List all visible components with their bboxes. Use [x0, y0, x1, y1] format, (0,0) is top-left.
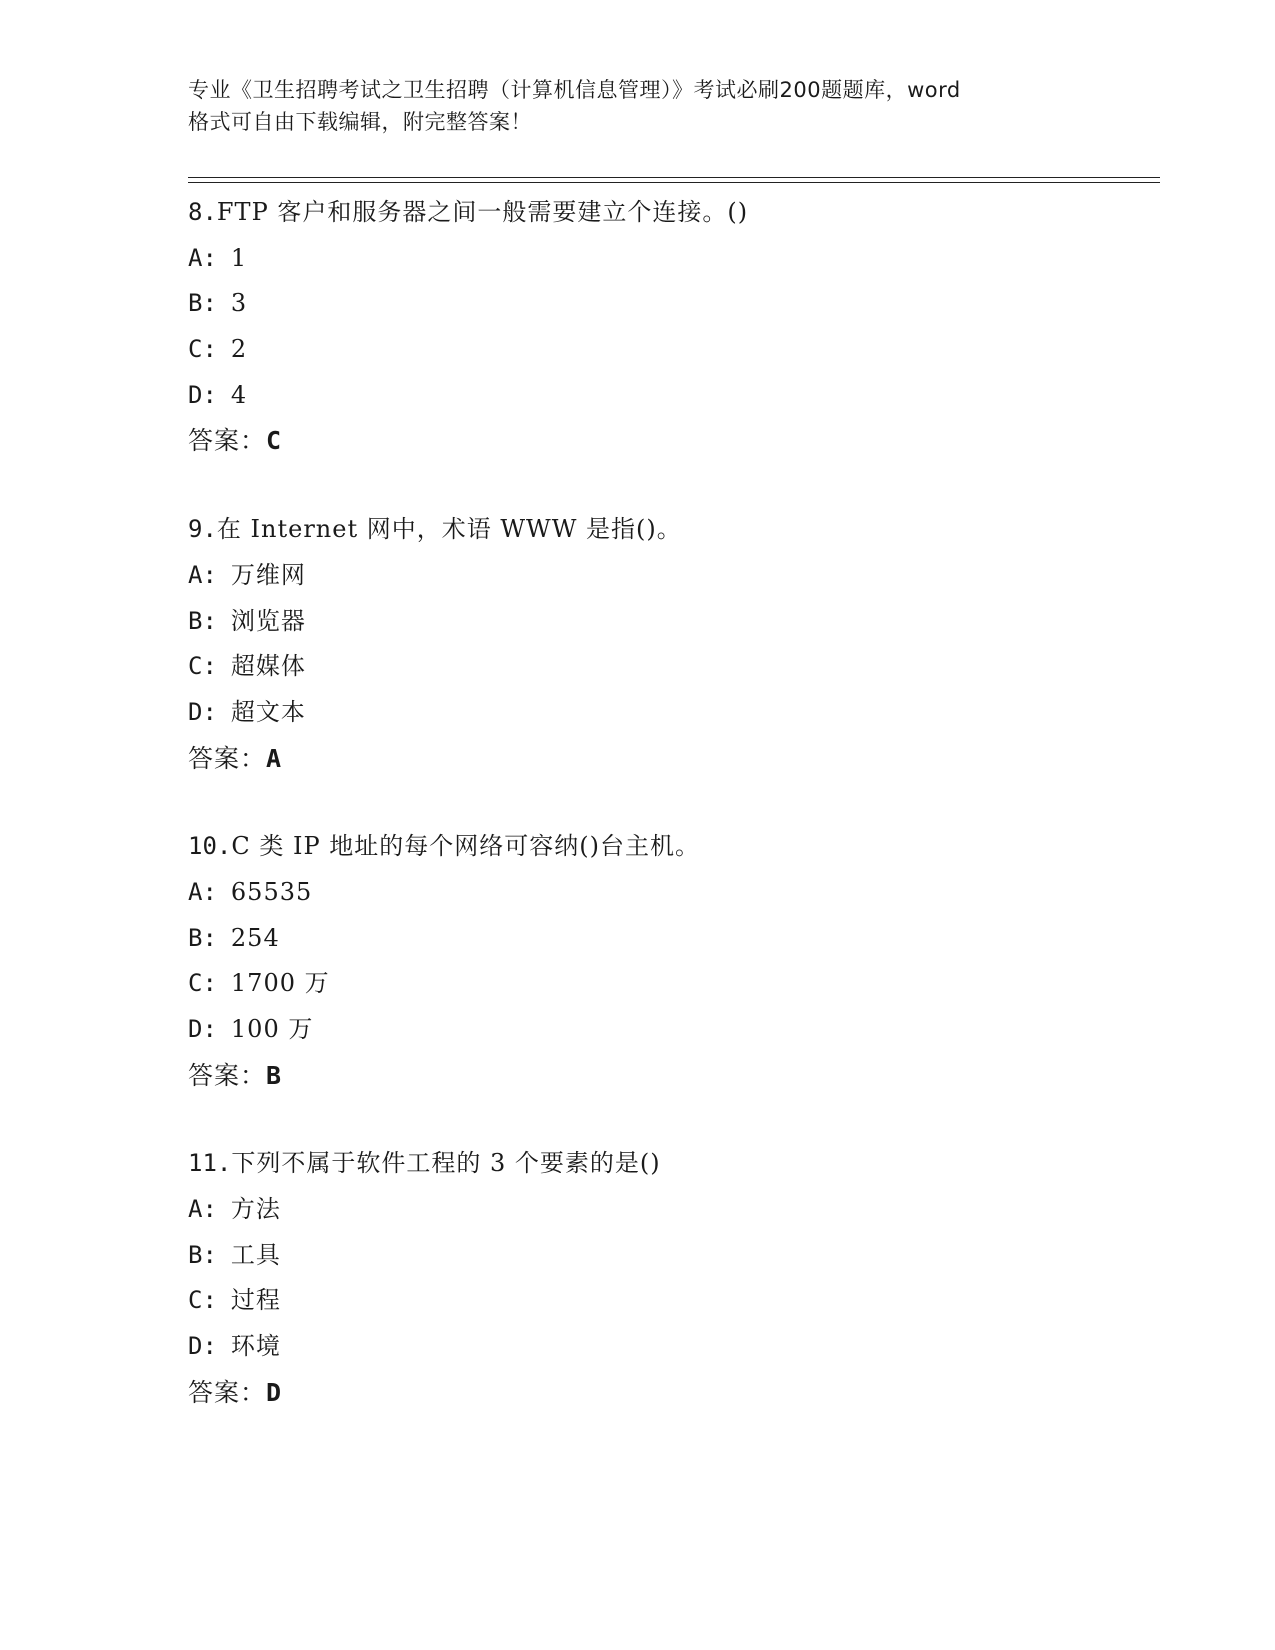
document-header: [188, 74, 1098, 138]
answer-label: 答案：: [188, 1377, 267, 1407]
option-letter: A:: [188, 877, 217, 906]
option-text: 万维网: [230, 560, 306, 589]
question-text: C 类 IP 地址的每个网络可容纳()台主机。: [231, 832, 700, 861]
option-text: 工具: [230, 1240, 281, 1269]
option-d: [188, 1324, 1148, 1370]
option-text: 环境: [230, 1332, 281, 1361]
option-text: 2: [230, 335, 248, 364]
question-text: FTP 客户和服务器之间一般需要建立个连接。(): [216, 198, 749, 226]
option-d: [188, 690, 1148, 736]
question-number: 11.: [188, 1149, 232, 1178]
option-c: [188, 644, 1148, 690]
option-letter: C:: [188, 335, 217, 364]
option-letter: A:: [188, 1195, 217, 1224]
question-item: [188, 190, 1148, 464]
answer-label: 答案：: [188, 743, 267, 773]
option-letter: B:: [188, 289, 217, 318]
question-list: [188, 190, 1148, 1459]
option-letter: A:: [188, 560, 217, 589]
header-line-2: 格式可自由下载编辑，附完整答案！: [188, 110, 532, 134]
option-c: [188, 1278, 1148, 1324]
option-b: [188, 916, 1148, 962]
option-text: 1: [230, 243, 248, 272]
answer-value: D: [266, 1377, 282, 1407]
option-c: [188, 327, 1148, 373]
option-b: [188, 599, 1148, 645]
answer-value: C: [266, 426, 282, 456]
answer-value: A: [266, 743, 282, 773]
question-stem: [188, 1141, 1148, 1187]
answer-label: 答案：: [188, 426, 267, 456]
answer-line: [188, 1370, 1148, 1416]
option-letter: A:: [188, 243, 217, 272]
option-text: 超媒体: [230, 652, 306, 681]
header-rule-top: [188, 177, 1160, 178]
question-text: 在 Internet 网中，术语 WWW 是指()。: [216, 515, 682, 544]
option-text: 4: [230, 380, 248, 409]
option-text: 浏览器: [230, 606, 306, 635]
header-rule-bottom: [188, 182, 1160, 183]
option-letter: D:: [188, 697, 217, 726]
option-letter: B:: [188, 923, 217, 952]
question-text: 下列不属于软件工程的 3 个要素的是(): [231, 1149, 661, 1178]
option-a: [188, 1187, 1148, 1233]
option-a: [188, 870, 1148, 916]
option-letter: D:: [188, 1332, 217, 1361]
answer-line: [188, 1053, 1148, 1099]
question-item: [188, 1141, 1148, 1415]
option-text: 1700 万: [230, 969, 330, 998]
option-letter: D:: [188, 1015, 217, 1043]
option-text: 65535: [230, 877, 313, 906]
option-d: [188, 1007, 1148, 1053]
option-letter: D:: [188, 380, 217, 409]
question-number: 9.: [188, 515, 217, 544]
option-letter: C:: [188, 1286, 217, 1315]
option-b: [188, 1233, 1148, 1279]
question-stem: [188, 824, 1148, 870]
option-a: [188, 553, 1148, 599]
option-text: 3: [230, 289, 248, 318]
option-b: [188, 281, 1148, 327]
option-letter: C:: [188, 969, 217, 998]
option-text: 254: [230, 923, 280, 952]
option-d: [188, 373, 1148, 419]
question-stem: [188, 507, 1148, 553]
option-a: [188, 236, 1148, 282]
option-text: 过程: [230, 1286, 281, 1315]
option-text: 方法: [230, 1195, 281, 1224]
question-item: [188, 507, 1148, 781]
answer-value: B: [266, 1060, 282, 1090]
question-number: 10.: [188, 832, 232, 861]
question-stem: [188, 190, 1148, 236]
option-text: 超文本: [230, 697, 306, 726]
option-letter: B:: [188, 606, 217, 635]
option-text: 100 万: [230, 1015, 314, 1043]
question-item: [188, 824, 1148, 1098]
option-c: [188, 961, 1148, 1007]
answer-line: [188, 736, 1148, 782]
option-letter: C:: [188, 652, 217, 681]
answer-label: 答案：: [188, 1060, 267, 1090]
header-line-1: 专业《卫生招聘考试之卫生招聘（计算机信息管理）》考试必刷200题题库，word: [188, 78, 961, 102]
option-letter: B:: [188, 1240, 217, 1269]
question-number: 8.: [188, 198, 217, 226]
answer-line: [188, 418, 1148, 464]
